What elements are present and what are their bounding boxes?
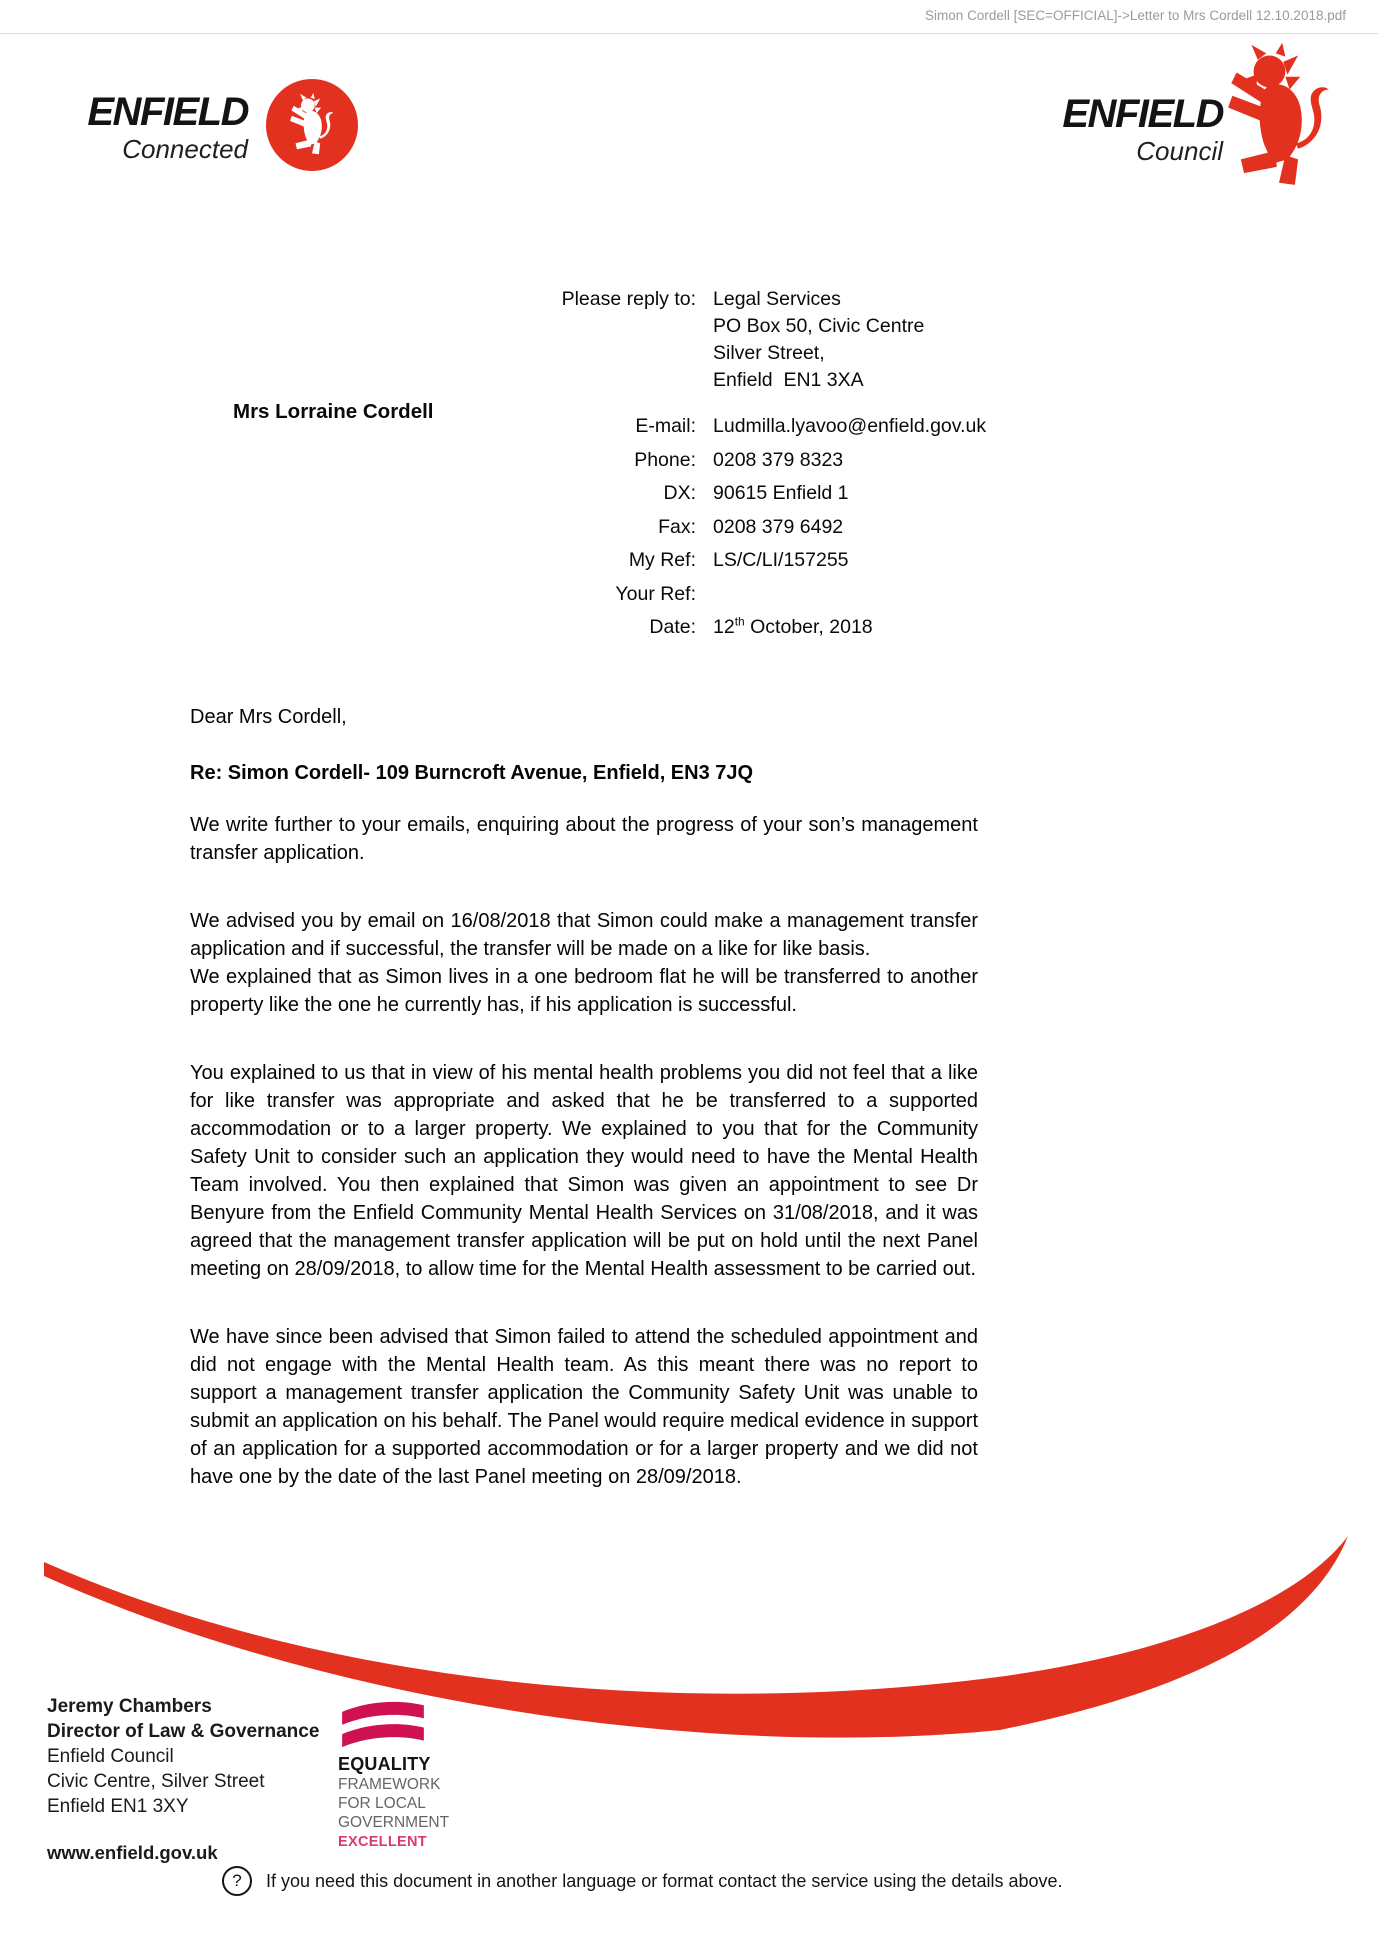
website-url: www.enfield.gov.uk [47,1842,218,1863]
subject-line: Re: Simon Cordell- 109 Burncroft Avenue, Enfield, EN3 7JQ [190,762,754,784]
signatory-address-1: Civic Centre, Silver Street [47,1771,265,1792]
language-note-text: If you need this document in another language or format contact the service using the details above. [266,1870,1063,1891]
equality-title: EQUALITY [338,1754,431,1774]
myref-label: My Ref: [628,549,696,571]
paragraph-4: We have since been advised that Simon failed to attend the scheduled appointment and did not engage with the Mental Health team. As this meant there was no report to support a management transfer application the Community Safety Unit was unable to submit an application on his behalf. The Panel would require medical evidence in support of an application for a supported accommodation or for a larger property and we did not have one by the date of the last Panel meeting on 28/09/2018. [190,1326,978,1488]
white-lion-icon [289,93,335,157]
contact-row-phone [556,444,1042,478]
email-value: Ludmilla.lyavoo@enfield.gov.uk [713,415,987,437]
question-glyph: ? [232,1871,242,1890]
reply-to-row [556,367,1042,394]
contact-details-block [556,286,1042,645]
reply-to-label-spacer [556,367,696,394]
contact-row-fax [556,511,1042,545]
yourref-value [713,578,1042,612]
letter-body [190,703,978,1531]
equality-stripes-icon [338,1697,428,1749]
red-lion-icon [1226,42,1332,192]
reply-to-line: Enfield EN1 3XA [713,369,864,391]
contact-row-myref [556,544,1042,578]
contact-row-yourref [556,578,1042,612]
reply-to-label: Please reply to: [561,288,696,310]
reply-to-label-spacer [556,340,696,367]
email-label: E-mail: [635,415,696,437]
document-filename: Simon Cordell [SEC=OFFICIAL]->Letter to Mrs Cordell 12.10.2018.pdf [925,8,1346,23]
dx-value: 90615 Enfield 1 [713,482,849,504]
contact-rows [556,410,1042,645]
question-circle-icon [222,1866,252,1896]
recipient-name: Mrs Lorraine Cordell [233,400,434,423]
paragraph-1: We write further to your emails, enquiring about the progress of your son’s management transfer application. [190,814,978,864]
contact-row-date [556,611,1042,645]
date-label: Date: [649,616,696,638]
enfield-connected-wordmark: ENFIELD [87,90,248,134]
reply-to-row [556,340,1042,367]
fax-label: Fax: [658,515,696,538]
equality-rating: EXCELLENT [338,1834,427,1850]
signatory-address-2: Enfield EN1 3XY [47,1796,189,1817]
yourref-label: Your Ref: [615,582,696,605]
reply-to-line: PO Box 50, Civic Centre [713,315,925,337]
enfield-council-tagline: Council [1136,136,1223,166]
paragraph-2b: We explained that as Simon lives in a one bedroom flat he will be transferred to another property like the one he currently has, if his application is successful. [190,966,978,1016]
myref-value: LS/C/LI/157255 [713,549,849,571]
equality-framework-badge [338,1697,478,1850]
phone-value: 0208 379 8323 [713,448,844,471]
equality-line: FRAMEWORK [338,1776,441,1793]
language-note [222,1866,1202,1896]
date-ordinal: th [734,614,745,629]
reply-to-line: Legal Services [713,288,841,310]
paragraph-2a: We advised you by email on 16/08/2018 that Simon could make a management transfer application and if successful, the transfer will be made on a like for like basis. [190,910,978,960]
fax-value: 0208 379 6492 [713,515,844,538]
signatory-block [47,1694,319,1865]
date-rest: October, 2018 [744,616,873,638]
enfield-lion-roundel-icon [266,79,358,171]
date-value [713,611,1042,645]
signatory-name: Jeremy Chambers [47,1696,212,1717]
enfield-council-logo [990,94,1223,164]
paragraph-3: You explained to us that in view of his mental health problems you did not feel that a like for like transfer was appropriate and asked that he be transferred to a supported accommodation or to a larger property. We explained to you that for the Community Safety Unit to consider such an application they would need to have the Mental Health Team involved. You then explained that Simon was given an appointment to see Dr Benyure from the Enfield Community Mental Health Services on 31/08/2018, and it was agreed that the management transfer application will be put on hold until the next Panel meeting on 28/09/2018, to allow time for the Mental Health assessment to be carried out. [190,1062,978,1280]
enfield-council-wordmark: ENFIELD [1062,92,1223,136]
equality-line: GOVERNMENT [338,1814,450,1831]
date-day: 12 [713,616,735,638]
spacer [556,394,1042,410]
reply-to-row [556,286,1042,313]
contact-row-email [556,410,1042,444]
contact-row-dx [556,477,1042,511]
enfield-connected-logo [58,92,248,162]
reply-to-row [556,313,1042,340]
reply-to-line: Silver Street, [713,342,825,364]
salutation: Dear Mrs Cordell, [190,706,347,728]
phone-label: Phone: [634,448,696,471]
signatory-title: Director of Law & Governance [47,1721,320,1742]
signatory-org: Enfield Council [47,1746,174,1767]
dx-label: DX: [663,482,696,504]
enfield-connected-tagline: Connected [122,134,248,164]
header-divider [0,33,1378,34]
equality-line: FOR LOCAL [338,1795,426,1812]
reply-to-label-spacer [556,313,696,340]
